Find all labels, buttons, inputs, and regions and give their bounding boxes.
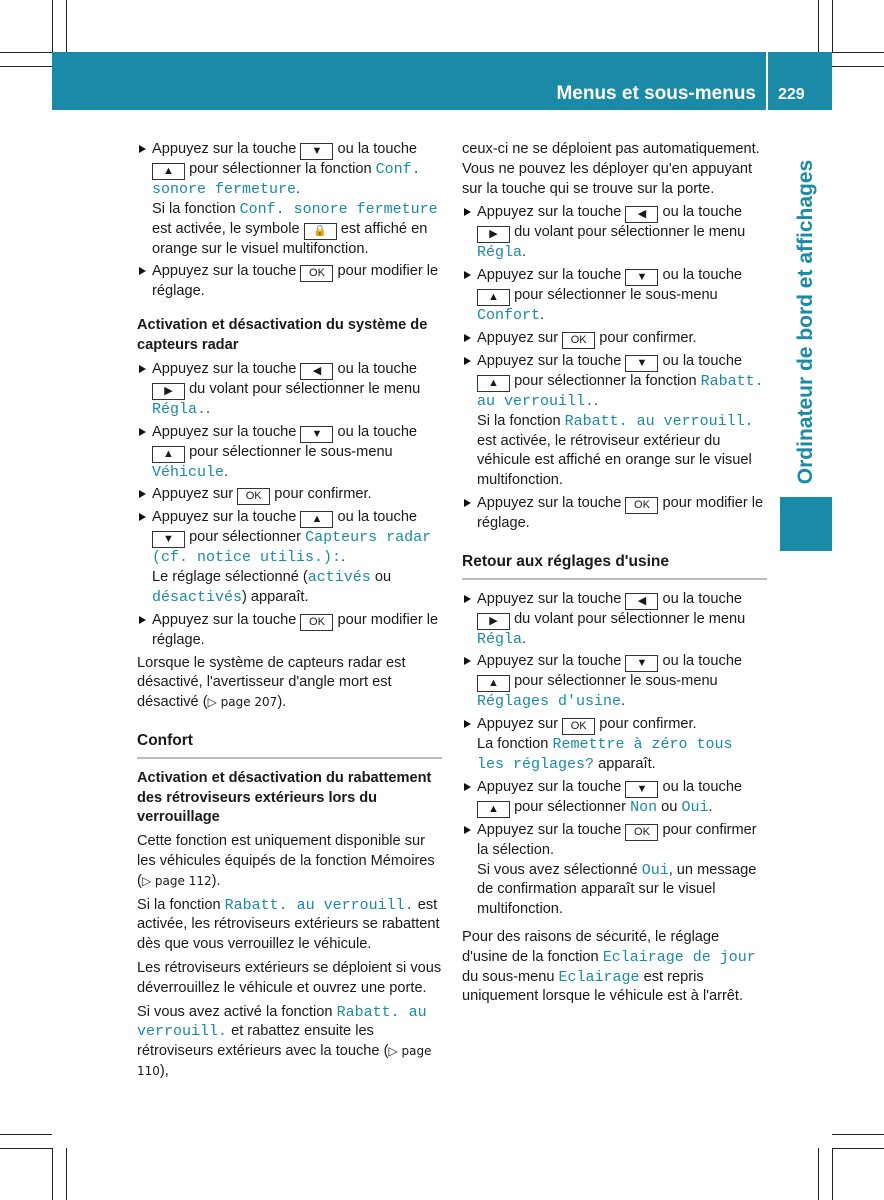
menu-function: Capteurs radar (cf. notice utilis.): <box>152 529 432 567</box>
down-key-icon: ▼ <box>625 269 658 286</box>
menu-function: Eclairage de jour <box>602 948 756 966</box>
crop-mark <box>832 1148 884 1149</box>
crop-mark <box>0 66 52 67</box>
ok-key-icon: OK <box>300 265 333 282</box>
up-key-icon: ▲ <box>477 675 510 692</box>
right-key-icon: ▶ <box>152 383 185 400</box>
menu-value: Oui <box>681 798 709 816</box>
crop-mark <box>832 1148 833 1200</box>
menu-function: Eclairage <box>558 968 640 986</box>
menu-function: Rabatt. au verrouill. <box>224 896 414 914</box>
up-key-icon: ▲ <box>477 289 510 306</box>
crop-mark <box>832 1134 884 1135</box>
down-key-icon: ▼ <box>625 655 658 672</box>
up-key-icon: ▲ <box>477 801 510 818</box>
ok-key-icon: OK <box>625 497 658 514</box>
down-key-icon: ▼ <box>300 426 333 443</box>
down-key-icon: ▼ <box>625 781 658 798</box>
instruction-step: Appuyez sur la touche OK pour modifier le réglage. <box>137 611 442 651</box>
page-reference[interactable]: ▷ page 207 <box>207 695 278 710</box>
instruction-step: Appuyez sur la touche OK pour modifier le réglage. <box>137 262 442 302</box>
down-key-icon: ▼ <box>625 355 658 372</box>
crop-mark <box>52 1148 53 1200</box>
paragraph: Lorsque le système de capteurs radar est désactivé, l'avertisseur d'angle mort est désactivé (▷ page 207). <box>137 654 406 711</box>
crop-mark <box>0 1134 52 1135</box>
instruction-step: Appuyez sur la touche ◀ ou la touche ▶ du volant pour sélectionner le menu Régla.. <box>137 360 442 420</box>
instruction-step: Appuyez sur la touche ▼ ou la touche ▲ pour sélectionner Non ou Oui. <box>462 778 767 818</box>
up-key-icon: ▲ <box>477 375 510 392</box>
instruction-step: Appuyez sur la touche ▼ ou la touche ▲ pour sélectionner le sous-menu Réglages d'usine. <box>462 652 767 712</box>
left-key-icon: ◀ <box>625 593 658 610</box>
menu-function: Rabatt. au verrouill. <box>477 372 764 410</box>
instruction-step: Appuyez sur OK pour confirmer. <box>137 485 442 505</box>
ok-key-icon: OK <box>562 332 595 349</box>
chapter-tab-marker <box>780 497 832 551</box>
instruction-step: Appuyez sur la touche ▲ ou la touche ▼ pour sélectionner Capteurs radar (cf. notice utilis.):. Le réglage sélectionné (activés ou désactivés) apparaît. <box>137 508 442 607</box>
menu-function: Conf. sonore fermeture <box>239 200 438 218</box>
menu-value: Non <box>630 798 658 816</box>
down-key-icon: ▼ <box>152 531 185 548</box>
crop-mark <box>0 52 52 53</box>
ok-key-icon: OK <box>237 488 270 505</box>
paragraph: Pour des raisons de sécurité, le réglage d'usine de la fonction Eclairage de jour du sous-menu Eclairage est repris uniquement lorsque le véhicule est à l'arrêt. <box>462 928 756 1005</box>
subheading: Activation et désactivation du système de capteurs radar <box>137 317 428 353</box>
crop-mark <box>832 52 884 53</box>
menu-value: Oui <box>641 861 669 879</box>
crop-mark <box>0 1148 52 1149</box>
right-key-icon: ▶ <box>477 226 510 243</box>
instruction-step: Appuyez sur OK pour confirmer. La fonction Remettre à zéro tous les réglages? apparaît. <box>462 715 767 775</box>
crop-mark <box>832 0 833 52</box>
up-key-icon: ▲ <box>152 163 185 180</box>
page-reference[interactable]: ▷ page 112 <box>141 873 212 888</box>
instruction-step: Appuyez sur la touche ◀ ou la touche ▶ du volant pour sélectionner le menu Régla. <box>462 203 767 263</box>
paragraph: Si la fonction Rabatt. au verrouill. est activée, les rétroviseurs extérieurs se rabattent dès que vous verrouillez le véhicule. <box>137 896 440 953</box>
menu-function: Régla <box>477 244 523 262</box>
instruction-step: Appuyez sur la touche OK pour modifier le réglage. <box>462 494 767 534</box>
crop-mark <box>52 0 53 52</box>
paragraph: Les rétroviseurs extérieurs se déploient si vous déverrouillez le véhicule et ouvrez une porte. <box>137 959 442 996</box>
crop-mark <box>66 1148 67 1200</box>
ok-key-icon: OK <box>300 614 333 631</box>
menu-function: Remettre à zéro tous les réglages? <box>477 736 733 773</box>
instruction-step: Appuyez sur OK pour confirmer. <box>462 329 767 349</box>
section-heading: Retour aux réglages d'usine <box>462 552 767 580</box>
left-column <box>137 140 442 1086</box>
paragraph: Cette fonction est uniquement disponible sur les véhicules équipés de la fonction Mémoires (▷ page 112). <box>137 833 435 889</box>
instruction-step: Appuyez sur la touche ▼ ou la touche ▲ pour sélectionner la fonction Conf. sonore fermeture. Si la fonction Conf. sonore fermeture est activée, le symbole 🔒 est affiché en orange sur le visuel multifonction. <box>137 140 442 259</box>
menu-value: désactivés <box>152 588 243 606</box>
page-reference[interactable]: ▷ page 110 <box>137 1044 432 1078</box>
menu-function: Rabatt. au verrouill. <box>564 412 754 430</box>
lock-icon: 🔒 <box>304 223 337 240</box>
menu-value: activés <box>307 569 371 587</box>
section-heading: Confort <box>137 731 442 759</box>
menu-function: Rabatt. au verrouill. <box>137 1003 427 1041</box>
menu-function: Régla. <box>152 400 207 418</box>
page-title: Menus et sous-menus <box>556 83 756 104</box>
page-number: 229 <box>778 86 805 103</box>
ok-key-icon: OK <box>562 718 595 735</box>
instruction-step: Appuyez sur la touche OK pour confirmer la sélection. Si vous avez sélectionné Oui, un message de confirmation apparaît sur le visuel multifonction. <box>462 821 767 920</box>
subheading: Activation et désactivation du rabattement des rétroviseurs extérieurs lors du verrouillage <box>137 769 432 826</box>
down-key-icon: ▼ <box>300 143 333 160</box>
paragraph: ceux-ci ne se déploient pas automatiquement. Vous ne pouvez les déployer qu'en appuyant sur la touche qui se trouve sur la porte. <box>462 141 760 197</box>
left-key-icon: ◀ <box>625 206 658 223</box>
up-key-icon: ▲ <box>300 511 333 528</box>
crop-mark <box>66 0 67 52</box>
instruction-step: Appuyez sur la touche ◀ ou la touche ▶ du volant pour sélectionner le menu Régla. <box>462 590 767 650</box>
up-key-icon: ▲ <box>152 446 185 463</box>
instruction-step: Appuyez sur la touche ▼ ou la touche ▲ pour sélectionner la fonction Rabatt. au verrouill.. Si la fonction Rabatt. au verrouill. est activée, le rétroviseur extérieur du véhicule est affiché en orange sur le visuel multifonction. <box>462 352 767 491</box>
menu-function: Véhicule <box>152 463 225 481</box>
crop-mark <box>818 0 819 52</box>
menu-function: Régla <box>477 630 523 648</box>
right-key-icon: ▶ <box>477 613 510 630</box>
crop-mark <box>818 1148 819 1200</box>
menu-function: Conf. sonore fermeture <box>152 161 421 198</box>
chapter-tab-label: Ordinateur de bord et affichages <box>794 159 817 485</box>
ok-key-icon: OK <box>625 824 658 841</box>
right-column <box>462 140 767 1011</box>
menu-function: Réglages d'usine <box>477 693 622 711</box>
instruction-step: Appuyez sur la touche ▼ ou la touche ▲ pour sélectionner le sous-menu Véhicule. <box>137 423 442 483</box>
menu-function: Confort <box>477 307 541 325</box>
left-key-icon: ◀ <box>300 363 333 380</box>
instruction-step: Appuyez sur la touche ▼ ou la touche ▲ pour sélectionner le sous-menu Confort. <box>462 266 767 326</box>
paragraph: Si vous avez activé la fonction Rabatt. au verrouill. et rabattez ensuite les rétroviseurs extérieurs avec la touche (▷ page 110), <box>137 1003 432 1079</box>
crop-mark <box>832 66 884 67</box>
